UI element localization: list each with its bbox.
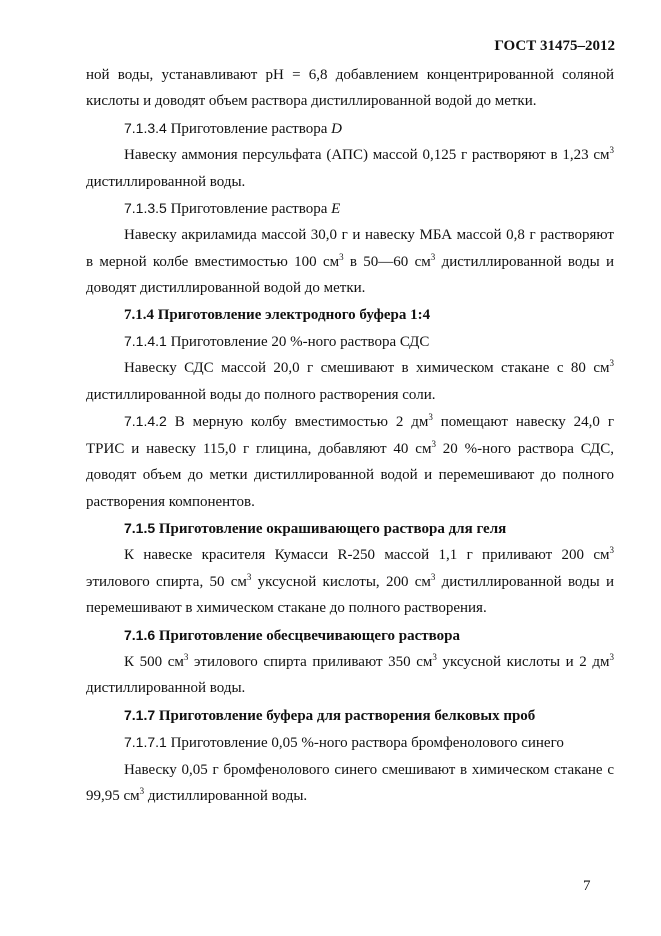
- superscript: 3: [609, 545, 614, 556]
- section-number: 7.1.4.1: [124, 333, 167, 350]
- superscript: 3: [609, 651, 614, 662]
- superscript: 3: [183, 651, 189, 662]
- document-code-header: ГОСТ 31475–2012: [494, 38, 615, 54]
- section-7-1-6-heading: [86, 622, 614, 649]
- section-7-1-4-heading: [86, 302, 614, 328]
- text: дистиллированной воды.: [144, 787, 308, 804]
- section-title: Приготовление электродного буфера 1:4: [154, 306, 431, 323]
- paragraph-sds: [86, 355, 614, 408]
- text: дистиллированной воды и перемешивают в химическом стакане до полного растворения.: [86, 573, 614, 617]
- section-number: 7.1.7.1: [124, 734, 167, 751]
- paragraph-bromophenol: [86, 757, 614, 810]
- paragraph-destain: [86, 649, 614, 702]
- text: уксусной кислоты и 2 дм: [436, 653, 610, 670]
- section-number: 7.1.7: [124, 706, 156, 723]
- subsection-title: Приготовление раствора: [166, 120, 332, 137]
- text: 20 %-ного раствора СДС, доводят объем до метки дистиллированной водой и перемешивают до полного растворения компонентов.: [86, 440, 614, 510]
- superscript: 3: [430, 251, 436, 262]
- text: этилового спирта приливают 350 см: [188, 653, 433, 670]
- text: дистиллированной воды.: [86, 680, 246, 697]
- section-7-1-5-heading: [86, 515, 614, 542]
- text: Навеску СДС массой 20,0 г смешивают в химическом стакане с 80 см: [124, 360, 610, 377]
- superscript: 3: [139, 785, 145, 796]
- superscript: 3: [609, 145, 614, 156]
- text: К 500 см: [124, 653, 184, 670]
- text: помещают навеску 24,0 г ТРИС и навеску 115,0 г глицина, добавляют 40 см: [86, 414, 614, 457]
- text: Навеску акриламида массой 30,0 г и навеску МБА массой 0,8 г растворяют в мерной колбе вместимостью 100 см: [86, 227, 614, 270]
- page-body: [86, 62, 614, 809]
- superscript: 3: [246, 571, 252, 582]
- subsection-7-1-3-4: [86, 115, 614, 142]
- text: дистиллированной воды.: [86, 173, 246, 190]
- paragraph-aps: [86, 142, 614, 195]
- solution-letter: D: [331, 120, 342, 137]
- paragraph-7-1-4-2: [86, 408, 614, 515]
- text: этилового спирта, 50 см: [86, 573, 247, 590]
- subsection-title: Приготовление 20 %-ного раствора СДС: [166, 334, 430, 351]
- paragraph-coomassie: [86, 542, 614, 621]
- text: дистиллированной воды и доводят дистиллированной водой до метки.: [86, 253, 615, 297]
- section-number: 7.1.3.4: [124, 119, 167, 136]
- subsection-7-1-7-1: [86, 729, 614, 756]
- superscript: 3: [431, 438, 436, 449]
- superscript: 3: [432, 651, 437, 662]
- text: уксусной кислоты, 200 см: [251, 573, 431, 590]
- text: в 50—60 см: [343, 253, 431, 270]
- superscript: 3: [339, 251, 344, 262]
- section-number: 7.1.6: [124, 626, 156, 643]
- section-title: Приготовление буфера для растворения белковых проб: [155, 707, 536, 724]
- superscript: 3: [609, 358, 614, 369]
- superscript: 3: [428, 412, 433, 423]
- section-title: Приготовление обесцвечивающего раствора: [155, 627, 460, 644]
- paragraph-continuation: ной воды, устанавливают рН = 6,8 добавлением концентрированной соляной кислоты и доводят объем раствора дистиллированной водой до метки.: [86, 67, 614, 110]
- section-number: 7.1.5: [124, 519, 156, 536]
- section-number: 7.1.3.5: [124, 200, 167, 217]
- subsection-title: Приготовление раствора: [166, 201, 332, 218]
- section-number: 7.1.4.2: [124, 413, 167, 430]
- paragraph-acrylamide: [86, 222, 614, 301]
- section-7-1-7-heading: [86, 702, 614, 729]
- subsection-7-1-4-1: [86, 328, 614, 355]
- text: В мерную колбу вместимостью 2 дм: [166, 414, 429, 431]
- text: Навеску аммония персульфата (АПС) массой 0,125 г растворяют в 1,23 см: [124, 147, 610, 164]
- superscript: 3: [430, 571, 436, 582]
- subsection-7-1-3-5: [86, 195, 614, 222]
- text: дистиллированной воды до полного растворения соли.: [86, 386, 436, 403]
- section-title: Приготовление окрашивающего раствора для геля: [155, 520, 507, 537]
- page-number: 7: [583, 878, 591, 894]
- text: К навеске красителя Кумасси R-250 массой 1,1 г приливают 200 см: [124, 547, 610, 564]
- solution-letter: E: [331, 201, 341, 218]
- text: Навеску 0,05 г бромфенолового синего смешивают в химическом стакане с 99,95 см: [86, 761, 614, 804]
- section-number: 7.1.4: [124, 306, 154, 323]
- subsection-title: Приготовление 0,05 %-ного раствора бромфенолового синего: [166, 735, 564, 752]
